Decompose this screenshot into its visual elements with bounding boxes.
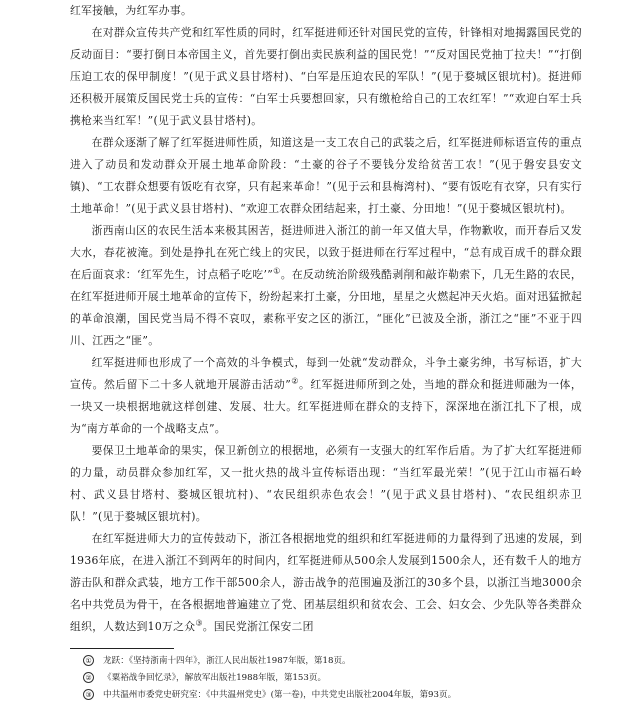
paragraph-7-tail: 。国民党浙江保安二团 (202, 620, 314, 633)
footnote-2 (70, 670, 590, 687)
footnote-3 (70, 687, 590, 704)
paragraph-2 (70, 22, 582, 132)
paragraph-4 (70, 220, 582, 352)
paragraph-4-tail: 。在反动统治阶级残酷剥削和敲诈勒索下，几无生路的农民，在红军挺进师开展土地革命的宣传下，纷纷起来打土豪，分田地，星星之火燃起冲天火焰。面对迅猛掀起的革命浪潮，国民党当局不得不哀叹，素称平安之区的浙江，“匪化”已波及全浙，浙江之“匪”不亚于四川、江西之“匪”。 (70, 268, 582, 347)
body-text (70, 0, 582, 638)
footnote-1-text: 龙跃：《坚持浙南十四年》，浙江人民出版社1987年版，第18页。 (103, 656, 351, 666)
paragraph-7-text: 在红军挺进师大力的宣传鼓动下，浙江各根据地党的组织和红军挺进师的力量得到了迅速的发展，到1936年底，在进入浙江不到两年的时间内，红军挺进师从500余人发展到1500余人，还有数千人的地方游击队和群众武装，地方工作干部500余人，游击战争的范围遍及浙江的30多个县，以浙江当地3000余名中共党员为骨干，在各根据地普遍建立了党、团基层组织和贫农会、工会、妇女会、少先队等各类群众组织，人数达到10万之众 (70, 532, 582, 633)
paragraph-3-text: 在群众逐渐了解了红军挺进师性质，知道这是一支工农自己的武装之后，红军挺进师标语宣传的重点进入了动员和发动群众开展土地革命阶段：“土豪的谷子不要钱分发给贫苦工农！”(见于磐安县安文镇)、“工农群众想要有饭吃有衣穿，只有起来革命！”(见于云和县梅湾村)、“要有饭吃有衣穿，只有实行土地革命！”(见于武义县甘塔村)、“欢迎工农群众团结起来，打土豪、分田地！”(见于婺城区银坑村)。 (70, 136, 582, 215)
footnote-1-mark: ① (83, 655, 94, 666)
footnotes (70, 653, 590, 704)
paragraph-4-text: 浙西南山区的农民生活本来极其困苦，挺进师进入浙江的前一年又值大旱，作物歉收，而开春后又发大水，春花被淹。到处是挣扎在死亡线上的灾民，以致于挺进师在行军过程中，“总有成百成千的群众跟在后面哀求：‘红军先生，讨点稻子吃吃’” (70, 224, 582, 281)
footnote-divider (70, 648, 174, 649)
paragraph-5 (70, 352, 582, 440)
paragraph-5-tail: 。红军挺进师所到之处，当地的群众和挺进师融为一体，一块又一块根据地就这样创建、发展、壮大。红军挺进师在群众的支持下，深深地在浙江扎下了根，成为“南方革命的一个战略支点”。 (70, 378, 582, 435)
footnote-3-mark: ③ (83, 689, 94, 700)
paragraph-3 (70, 132, 582, 220)
paragraph-1-text: 红军接触，为红军办事。 (70, 4, 193, 17)
paragraph-6-text: 要保卫土地革命的果实，保卫新创立的根据地，必须有一支强大的红军作后盾。为了扩大红军挺进师的力量，动员群众参加红军，又一批火热的战斗宣传标语出现：“当红军最光荣！”(见于江山市福石岭村、武义县甘塔村、婺城区银坑村)、“农民组织赤色农会！”(见于武义县甘塔村)、“农民组织赤卫队！”(见于婺城区银坑村)。 (70, 444, 582, 523)
footnote-3-text: 中共温州市委党史研究室：《中共温州党史》(第一卷)，中共党史出版社2004年版，第93页。 (103, 690, 457, 700)
footnote-ref-2[interactable]: ② (291, 376, 299, 386)
paragraph-1 (70, 0, 582, 22)
footnote-2-text: 《粟裕战争回忆录》，解放军出版社1988年版，第153页。 (103, 673, 327, 683)
footnote-1 (70, 653, 590, 670)
footnote-ref-1[interactable]: ① (273, 266, 281, 276)
paragraph-7 (70, 528, 582, 638)
paragraph-2-text: 在对群众宣传共产党和红军性质的同时，红军挺进师还针对国民党的宣传，针锋相对地揭露国民党的反动面目：“要打倒日本帝国主义，首先要打倒出卖民族利益的国民党！”“反对国民党抽丁拉夫！”“打倒压迫工农的保甲制度！”(见于武义县甘塔村)、“白军是压迫农民的军队！”(见于婺城区银坑村)。挺进师还积极开展策反国民党士兵的宣传：“白军士兵要想回家，只有缴枪给自己的工农红军！”“欢迎白军士兵携枪来当红军！”(见于武义县甘塔村)。 (70, 26, 582, 127)
paragraph-6 (70, 440, 582, 528)
footnote-2-mark: ② (83, 672, 94, 683)
footnote-ref-3[interactable]: ③ (195, 618, 203, 628)
paragraph-5-text: 红军挺进师也形成了一个高效的斗争模式，每到一处就“发动群众，斗争土豪劣绅，书写标语，扩大宣传。然后留下二十多人就地开展游击活动” (70, 356, 582, 391)
